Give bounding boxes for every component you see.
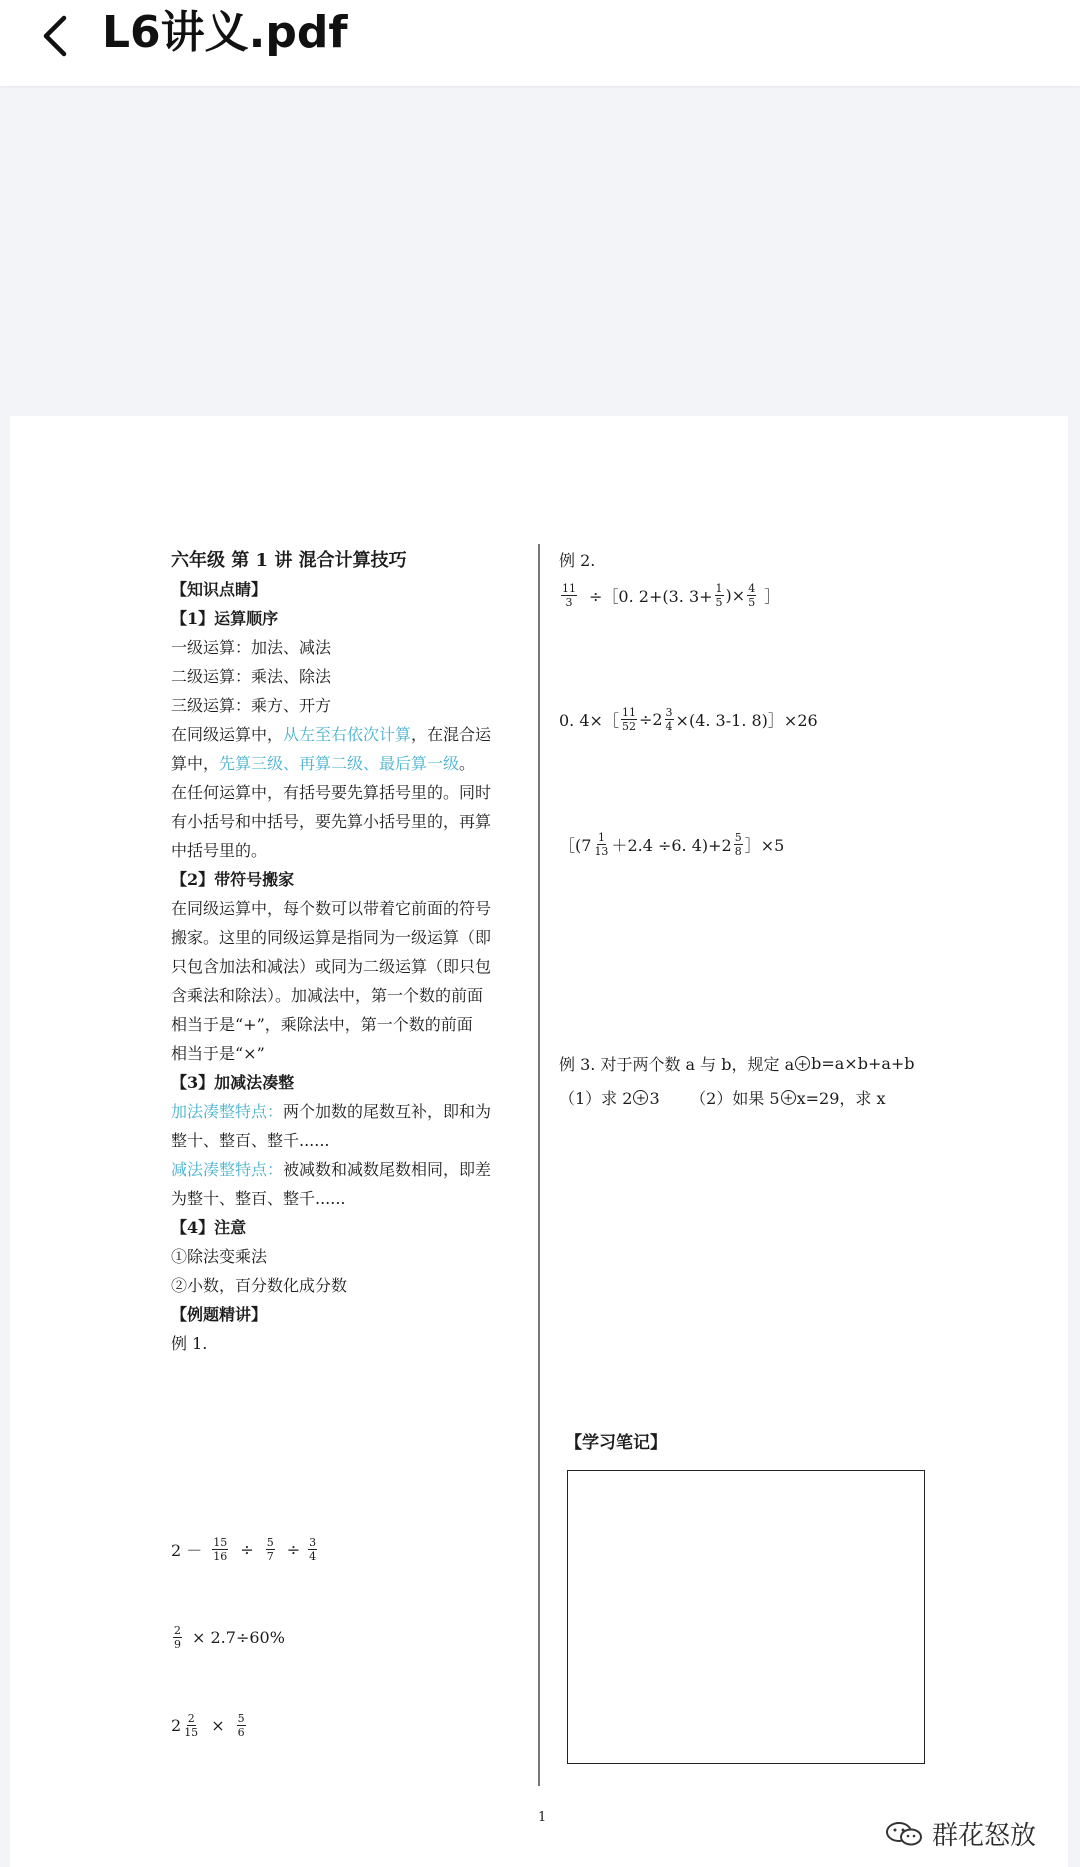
math-text: b=a×b+a+b: [811, 1054, 915, 1073]
fraction: $\frac{4}{5}$: [748, 582, 756, 609]
text-line: 有小括号和中括号，要先算小括号里的，再算: [171, 812, 492, 831]
text-line: 例 1.: [171, 1334, 208, 1353]
highlighted-text: 减法凑整特点：: [171, 1160, 284, 1179]
math-text: （1）求 2: [559, 1089, 633, 1108]
fraction: $\frac{2}{9}$: [174, 1624, 181, 1651]
text-line: 【知识点睛】: [171, 580, 268, 599]
fraction: $\frac{3}{4}$: [665, 706, 673, 733]
math-text: 例 3. 对于两个数 a 与 b，规定 a: [559, 1055, 795, 1074]
text-line: 【例题精讲】: [171, 1305, 268, 1324]
text-line: 三级运算：乘方、开方: [171, 696, 332, 715]
text-span: ，在混合运: [411, 725, 492, 744]
fraction: $\frac{5}{8}$: [734, 831, 742, 858]
circled-plus-icon: +: [795, 1056, 810, 1071]
lesson-title: 六年级 第 1 讲 混合计算技巧: [171, 550, 407, 571]
text-line: 只包含加法和减法）或同为二级运算（即只包: [171, 957, 492, 976]
document-title: L6讲义.pdf: [102, 7, 348, 58]
math-text: 3 （2）如果 5: [649, 1089, 780, 1108]
math-text: ×(4. 3-1. 8)］×26: [675, 711, 818, 730]
ex2-problem-2: [559, 706, 818, 733]
example-2-label: 例 2.: [559, 551, 596, 570]
fraction: $\frac{11}{52}$: [621, 706, 636, 733]
text-span: 。: [459, 754, 476, 773]
math-text: ÷2: [638, 710, 663, 729]
fraction: $\frac{1}{13}$: [594, 831, 609, 858]
ex1-problem-2: [171, 1624, 285, 1651]
text-span: 被减数和减数尾数相同，即差: [283, 1160, 492, 1179]
ex2-problem-1: [559, 582, 780, 609]
ex1-problem-1: [171, 1536, 319, 1563]
wechat-icon: [884, 1819, 924, 1849]
text-line: [171, 1099, 491, 1122]
study-notes-label: 【学习笔记】: [565, 1433, 667, 1453]
watermark: [884, 1815, 1036, 1852]
math-operator: ÷: [286, 1540, 301, 1559]
math-text: ＋2.4 ÷6. 4)+2: [611, 836, 732, 855]
highlighted-text: 加法凑整特点：: [171, 1102, 284, 1121]
math-text: )×: [725, 586, 746, 605]
text-line: 中括号里的。: [171, 841, 268, 860]
highlighted-text: 先算三级、再算二级、最后算一级: [219, 754, 460, 773]
text-line: 【1】运算顺序: [171, 609, 279, 628]
fraction: $\frac{15}{16}$: [213, 1536, 228, 1563]
text-line: 在同级运算中，每个数可以带着它前面的符号: [171, 899, 492, 918]
back-button[interactable]: [30, 6, 80, 66]
math-text: ］: [764, 587, 781, 606]
math-text: ［(7: [559, 836, 592, 855]
fraction: $\frac{1}{5}$: [715, 582, 723, 609]
math-text: 2: [171, 1716, 182, 1735]
text-span: 两个加数的尾数互补，即和为: [283, 1102, 492, 1121]
example-3-line-1: [559, 1052, 915, 1075]
text-line: 【2】带符号搬家: [171, 870, 295, 889]
text-line: 为整十、整百、整千......: [171, 1189, 346, 1208]
text-line: [171, 722, 491, 745]
top-app-bar: [0, 0, 1080, 86]
math-operator: ÷: [240, 1540, 254, 1559]
highlighted-text: 从左至右依次计算: [283, 725, 412, 744]
example-3-line-2: [559, 1086, 886, 1109]
page-number: 1: [538, 1810, 547, 1825]
text-line: 【3】加减法凑整: [171, 1073, 295, 1092]
math-text: ］×5: [744, 836, 785, 855]
text-span: 算中，: [171, 754, 220, 773]
text-line: 相当于是“+”，乘除法中，第一个数的前面: [171, 1015, 473, 1034]
text-line: ②小数，百分数化成分数: [171, 1276, 348, 1295]
math-text: x=29，求 x: [796, 1089, 886, 1108]
text-line: 一级运算：加法、减法: [171, 638, 332, 657]
math-text: ÷［0. 2+(3. 3+: [589, 587, 713, 606]
math-text: × 2.7÷60%: [192, 1628, 285, 1647]
chevron-left-icon: [40, 14, 70, 58]
text-line: 相当于是“×”: [171, 1044, 265, 1063]
text-line: 【4】注意: [171, 1218, 247, 1237]
pdf-page[interactable]: [10, 416, 1068, 1867]
fraction: $\frac{5}{6}$: [237, 1712, 245, 1739]
watermark-text: 群花怒放: [932, 1821, 1037, 1851]
text-span: 在同级运算中，: [171, 725, 284, 744]
math-operator: ×: [211, 1716, 225, 1735]
text-line: 在任何运算中，有括号要先算括号里的。同时: [171, 783, 492, 802]
fraction: $\frac{2}{15}$: [184, 1712, 199, 1739]
ex1-problem-3: [171, 1712, 248, 1739]
circled-plus-icon: +: [781, 1090, 796, 1105]
text-line: [171, 1157, 491, 1180]
study-notes-box: [567, 1470, 925, 1764]
column-divider: [538, 544, 540, 1786]
text-line: 含乘法和除法）。加减法中，第一个数的前面: [171, 986, 484, 1005]
text-line: 二级运算：乘法、除法: [171, 667, 332, 686]
circled-plus-icon: +: [633, 1090, 648, 1105]
text-line: ①除法变乘法: [171, 1247, 268, 1266]
text-line: [171, 751, 475, 774]
math-text: 0. 4×［: [559, 711, 619, 730]
fraction: $\frac{11}{3}$: [562, 582, 576, 609]
text-line: 搬家。这里的同级运算是指同为一级运算（即: [171, 928, 492, 947]
text-line: 整十、整百、整千......: [171, 1131, 330, 1150]
math-text: 2 －: [171, 1541, 203, 1560]
ex2-problem-3: [559, 831, 784, 858]
fraction: $\frac{3}{4}$: [309, 1536, 317, 1563]
fraction: $\frac{5}{7}$: [266, 1536, 274, 1563]
